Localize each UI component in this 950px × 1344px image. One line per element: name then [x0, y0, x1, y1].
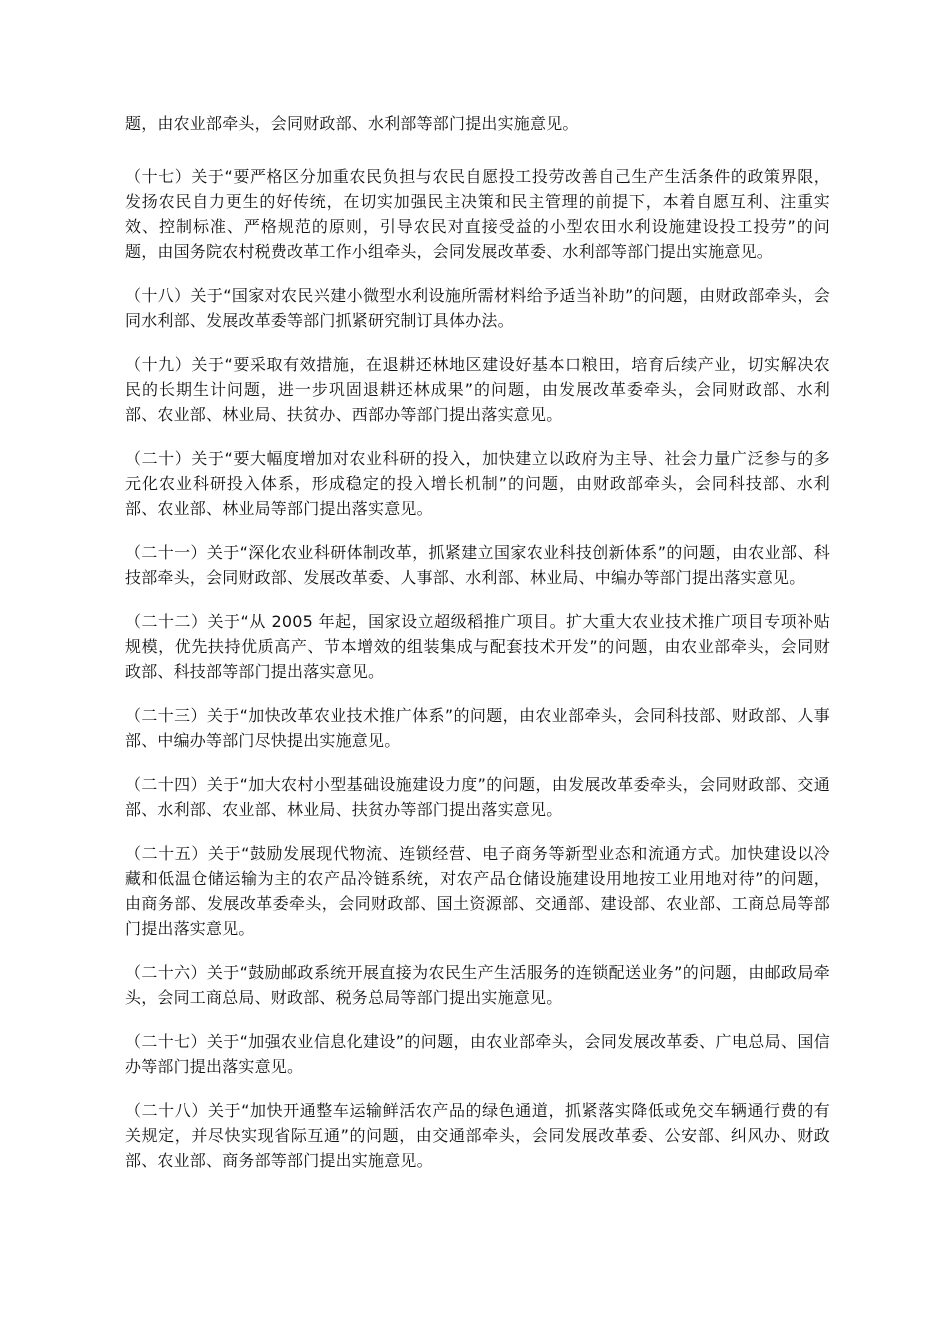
paragraph-item-28: （二十八）关于“加快开通整车运输鲜活农产品的绿色通道，抓紧落实降低或免交车辆通行费的有关规定，并尽快实现省际互通”的问题，由交通部牵头，会同发展改革委、公安部、纠风办、财政部、农业部、商务部等部门提出实施意见。 — [125, 1101, 830, 1170]
paragraph-item-26: （二十六）关于“鼓励邮政系统开展直接为农民生产生活服务的连锁配送业务”的问题，由邮政局牵头，会同工商总局、财政部、税务总局等部门提出实施意见。 — [125, 963, 830, 1007]
paragraph-item-21: （二十一）关于“深化农业科研体制改革，抓紧建立国家农业科技创新体系”的问题，由农业部、科技部牵头，会同财政部、发展改革委、人事部、水利部、林业局、中编办等部门提出落实意见。 — [125, 543, 830, 587]
paragraph-continuation: 题，由农业部牵头，会同财政部、水利部等部门提出实施意见。 — [125, 114, 579, 133]
paragraph-item-24: （二十四）关于“加大农村小型基础设施建设力度”的问题，由发展改革委牵头，会同财政部、交通部、水利部、农业部、林业局、扶贫办等部门提出落实意见。 — [125, 775, 830, 819]
paragraph-item-19: （十九）关于“要采取有效措施，在退耕还林地区建设好基本口粮田，培育后续产业，切实解决农民的长期生计问题，进一步巩固退耕还林成果”的问题，由发展改革委牵头，会同财政部、水利部、农业部、林业局、扶贫办、西部办等部门提出落实意见。 — [125, 355, 830, 424]
paragraph-item-20: （二十）关于“要大幅度增加对农业科研的投入，加快建立以政府为主导、社会力量广泛参与的多元化农业科研投入体系，形成稳定的投入增长机制”的问题，由财政部牵头，会同科技部、水利部、农业部、林业局等部门提出落实意见。 — [125, 449, 830, 518]
paragraph-item-18: （十八）关于“国家对农民兴建小微型水利设施所需材料给予适当补助”的问题，由财政部牵头，会同水利部、发展改革委等部门抓紧研究制订具体办法。 — [125, 286, 830, 330]
paragraph-item-27: （二十七）关于“加强农业信息化建设”的问题，由农业部牵头，会同发展改革委、广电总局、国信办等部门提出落实意见。 — [125, 1032, 830, 1076]
paragraph-item-17: （十七）关于“要严格区分加重农民负担与农民自愿投工投劳改善自己生产生活条件的政策界限，发扬农民自力更生的好传统，在切实加强民主决策和民主管理的前提下，本着自愿互利、注重实效、控制标准、严格规范的原则，引导农民对直接受益的小型农田水利设施建设投工投劳”的问题，由国务院农村税费改革工作小组牵头，会同发展改革委、水利部等部门提出实施意见。 — [125, 167, 830, 261]
paragraph-item-23: （二十三）关于“加快改革农业技术推广体系”的问题，由农业部牵头，会同科技部、财政部、人事部、中编办等部门尽快提出实施意见。 — [125, 706, 830, 750]
document-body — [125, 111, 830, 1192]
paragraph-item-25: （二十五）关于“鼓励发展现代物流、连锁经营、电子商务等新型业态和流通方式。加快建设以冷藏和低温仓储运输为主的农产品冷链系统，对农产品仓储设施建设用地按工业用地对待”的问题，由商务部、发展改革委牵头，会同财政部、国土资源部、交通部、建设部、农业部、工商总局等部门提出落实意见。 — [125, 844, 830, 938]
paragraph-item-22: （二十二）关于“从 2005 年起，国家设立超级稻推广项目。扩大重大农业技术推广项目专项补贴规模，优先扶持优质高产、节本增效的组装集成与配套技术开发”的问题，由农业部牵头，会同财政部、科技部等部门提出落实意见。 — [125, 612, 830, 681]
